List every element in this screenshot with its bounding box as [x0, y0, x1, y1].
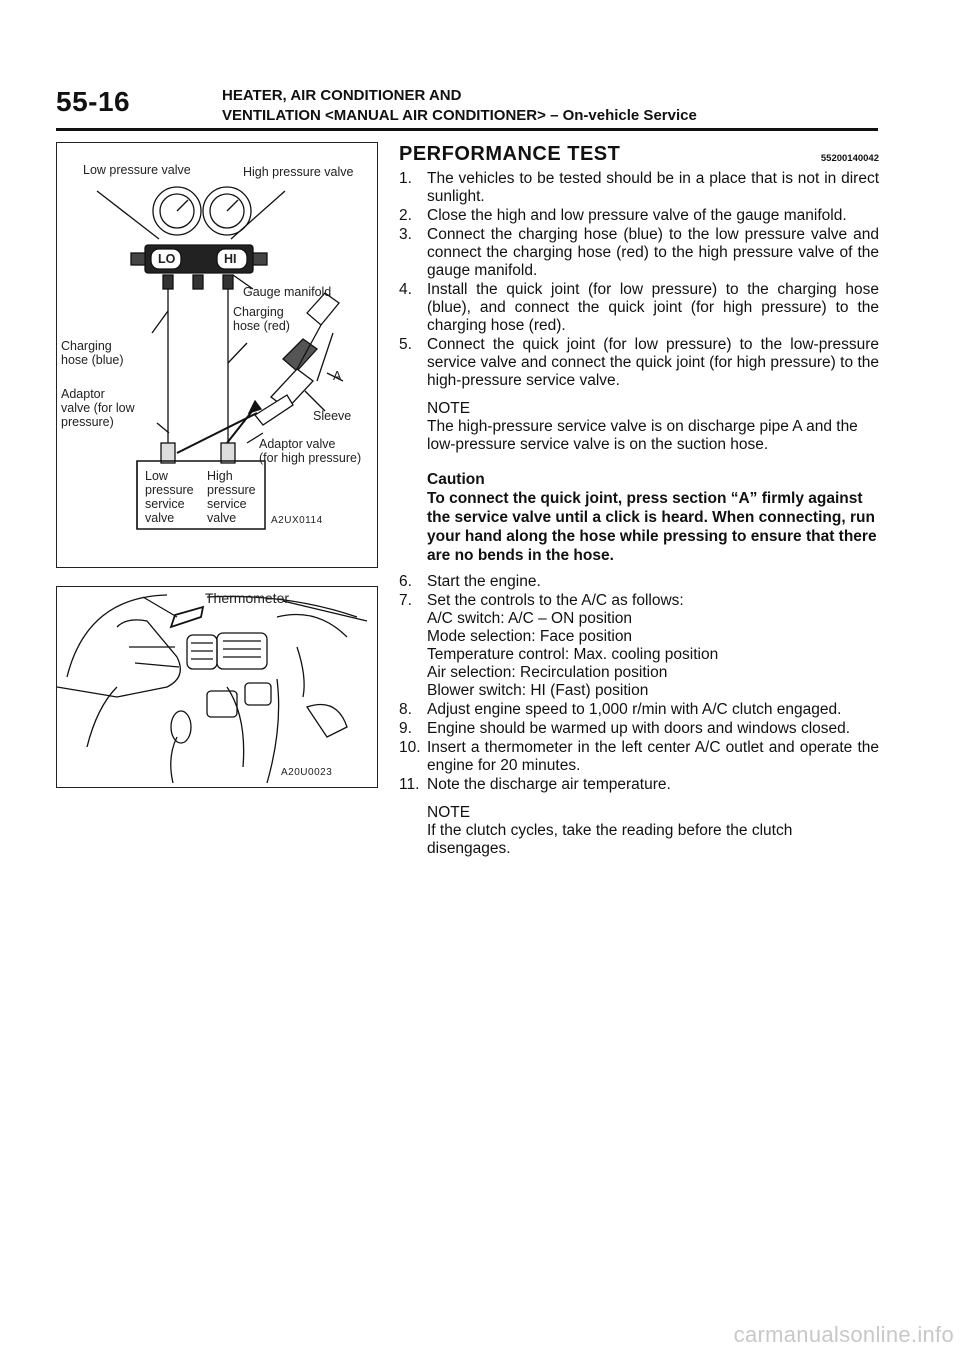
- caution-label: Caution: [427, 471, 485, 488]
- sleeve-label: Sleeve: [313, 409, 352, 423]
- high-pressure-valve-label: High pressure valve: [243, 165, 354, 179]
- step-text: Set the controls to the A/C as follows:: [427, 592, 684, 609]
- charging-hose-blue-label: Charging hose (blue): [61, 339, 124, 367]
- step-text: Adjust engine speed to 1,000 r/min with A/C clutch engaged.: [427, 701, 842, 718]
- step-text: Close the high and low pressure valve of the gauge manifold.: [427, 207, 847, 224]
- caution-text: To connect the quick joint, press section “A” firmly against the service valve until a click is heard. When connecting, run your hand along the hose while pressing to ensure that there are no bends in the hose.: [427, 490, 877, 564]
- ac-switch-setting: A/C switch: A/C – ON position: [427, 610, 633, 627]
- low-pressure-valve-label: Low pressure valve: [83, 163, 191, 177]
- step-number: 8.: [399, 701, 412, 718]
- step-number: 2.: [399, 207, 412, 224]
- note-block-1: [399, 400, 879, 454]
- header-title-line2: VENTILATION <MANUAL AIR CONDITIONER> – On-vehicle Service: [222, 107, 697, 124]
- header-title: [222, 86, 697, 126]
- step-number: 6.: [399, 573, 412, 590]
- steps-list-b: [399, 573, 879, 794]
- mode-selection-setting: Mode selection: Face position: [427, 628, 633, 645]
- adaptor-valve-high-label: Adaptor valve (for high pressure): [259, 437, 362, 465]
- high-pressure-service-valve-label: High pressure service valve: [207, 469, 256, 525]
- step-text: Note the discharge air temperature.: [427, 776, 671, 793]
- step-text: Insert a thermometer in the left center A/C outlet and operate the engine for 20 minutes.: [427, 739, 879, 774]
- list-item: [399, 336, 879, 390]
- section-code: 55200140042: [820, 153, 879, 164]
- step-number: 3.: [399, 226, 412, 243]
- figure2-code: A20U0023: [281, 767, 333, 778]
- section-title: PERFORMANCE TEST: [399, 143, 621, 165]
- header-rule: [56, 128, 878, 131]
- temperature-control-setting: Temperature control: Max. cooling position: [427, 646, 719, 663]
- list-item: [399, 170, 879, 206]
- low-pressure-service-valve-label: Low pressure service valve: [145, 469, 194, 525]
- step-text: Connect the quick joint (for low pressure) to the low-pressure service valve and connect the quick joint (for high pressure) to the high-pressure service valve.: [427, 336, 879, 389]
- section-header: [399, 143, 879, 169]
- step-text: Start the engine.: [427, 573, 541, 590]
- note-label: NOTE: [427, 400, 471, 417]
- list-item: [399, 701, 879, 719]
- thermometer-drawing: [57, 587, 377, 787]
- step-number: 1.: [399, 170, 412, 187]
- step-number: 9.: [399, 720, 412, 737]
- note-label: NOTE: [427, 804, 471, 821]
- thermometer-label: Thermometer: [205, 590, 290, 606]
- air-selection-setting: Air selection: Recirculation position: [427, 664, 668, 681]
- step-number: 4.: [399, 281, 412, 298]
- steps-list-a: [399, 170, 879, 390]
- caution-block: [399, 470, 879, 565]
- performance-test-section: [399, 143, 879, 858]
- charging-hose-red-label: Charging hose (red): [233, 305, 290, 333]
- step-text: Install the quick joint (for low pressure) to the charging hose (blue), and connect the quick joint (for high pressure) to the charging hose (red).: [427, 281, 879, 334]
- page-number: 55-16: [56, 86, 131, 117]
- step-text: Connect the charging hose (blue) to the low pressure valve and connect the charging hose (red) to the high pressure valve of the gauge manifold.: [427, 226, 879, 279]
- step-number: 10.: [399, 739, 421, 756]
- list-item: [399, 226, 879, 280]
- note-text: If the clutch cycles, take the reading before the clutch disengages.: [427, 822, 793, 857]
- step-number: 5.: [399, 336, 412, 353]
- list-item: [399, 592, 879, 700]
- step-text: Engine should be warmed up with doors and windows closed.: [427, 720, 851, 737]
- list-item: [399, 207, 879, 225]
- blower-switch-setting: Blower switch: HI (Fast) position: [427, 682, 649, 699]
- gauge-manifold-figure: [56, 142, 378, 568]
- step-number: 7.: [399, 592, 412, 609]
- lo-label: LO: [158, 252, 176, 266]
- list-item: [399, 573, 879, 591]
- list-item: [399, 281, 879, 335]
- thermometer-figure: [56, 586, 378, 788]
- adaptor-valve-low-label: Adaptor valve (for low pressure): [61, 387, 135, 429]
- list-item: [399, 720, 879, 738]
- step-text: The vehicles to be tested should be in a place that is not in direct sunlight.: [427, 170, 879, 205]
- gauge-manifold-label: Gauge manifold: [243, 285, 332, 299]
- note-text: The high-pressure service valve is on discharge pipe A and the low-pressure service valve is on the suction hose.: [427, 418, 858, 453]
- note-block-2: [399, 804, 879, 858]
- step-number: 11.: [399, 776, 420, 793]
- list-item: [399, 776, 879, 794]
- figure1-code: A2UX0114: [271, 515, 323, 526]
- list-item: [399, 739, 879, 775]
- header-title-line1: HEATER, AIR CONDITIONER AND: [222, 87, 462, 104]
- section-a-label: A: [333, 369, 342, 383]
- hi-label: HI: [224, 252, 237, 266]
- watermark: carmanualsonline.info: [733, 1322, 954, 1347]
